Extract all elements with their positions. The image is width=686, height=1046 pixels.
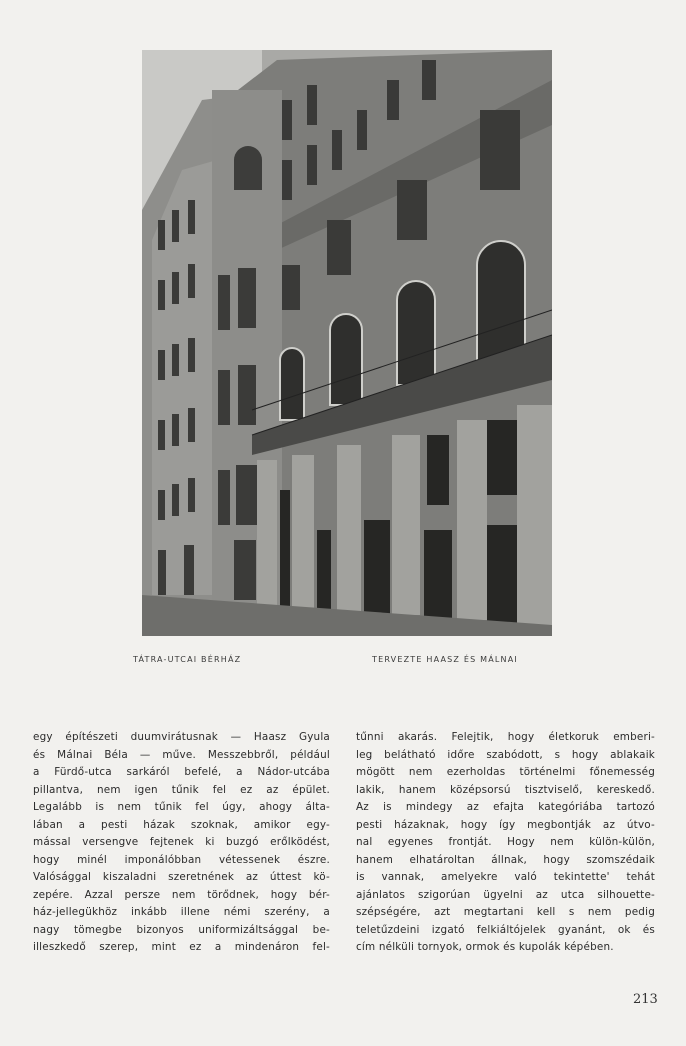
photo-caption-architects: TERVEZTE HAASZ ÉS MÁLNAI (372, 655, 518, 664)
text-line: pesti házaknak, hogy így megbontják az útvo- (356, 818, 655, 831)
text-line: lakik, hanem középsorsú tisztviselő, kereskedő. (356, 783, 655, 796)
text-line: zepére. Azzal persze nem törődnek, hogy bér- (33, 888, 330, 901)
text-line: ajánlatos szigorúan ügyelni az utca silhouette- (356, 888, 655, 901)
text-line: Valósággal kiszaladni szeretnének az úttest kö- (33, 871, 330, 883)
text-line: és Málnai Béla — műve. Messzebbről, például (33, 748, 330, 761)
text-line: illeszkedő szerep, mint ez a mindenáron fel- (33, 941, 330, 953)
text-line: ház-jellegükhöz inkább illene némi szerény, a (33, 906, 330, 918)
text-line: egy építészeti duumvirátusnak — Haasz Gyula (33, 731, 330, 743)
text-line: mögött nem ezerholdas történelmi főnemesség (356, 766, 655, 778)
text-line: nagy tömegbe bizonyos uniformizáltsággal be- (33, 923, 330, 936)
text-column-right (356, 729, 655, 957)
building-photo (142, 50, 552, 636)
text-line: tűnni akarás. Felejtik, hogy életkoruk emberi- (356, 731, 655, 743)
text-line: a Fürdő-utca sarkáról befelé, a Nádor-utcába (33, 766, 330, 778)
page-number: 213 (633, 992, 658, 1007)
text-line: mással versengve fejtenek ki buzgó erőlködést, (33, 836, 330, 848)
text-line: lában a pesti házak szoknak, amikor egy- (33, 818, 330, 831)
text-line: szépségére, azt megtartani kell s nem pedig (356, 906, 655, 918)
text-line: Legalább is nem tűnik fel úgy, ahogy álta- (33, 801, 330, 813)
text-column-left (33, 729, 330, 957)
text-line: Az is mindegy az efajta kategóriába tartozó (356, 801, 655, 813)
text-line: leg belátható időre szabódott, s hogy ablakaik (356, 748, 655, 761)
text-line: teletűzdeini izgató felkiáltójelek gyanánt, ok és (356, 923, 655, 936)
text-line: is vannak, amelyekre való tekintette' tehát (356, 871, 655, 883)
text-line: nal egyenes frontját. Hogy nem külön-külön, (356, 836, 655, 848)
text-line: hanem elhatároltan állnak, hogy szomszédaik (356, 853, 655, 866)
building-photo-icon (142, 50, 552, 636)
text-line: cím nélküli tornyok, ormok és kupolák képében. (356, 941, 614, 953)
text-line: pillantva, nem igen tűnik fel ez az épület. (33, 783, 330, 796)
text-line: hogy minél imponálóbban vétessenek észre. (33, 853, 330, 866)
photo-caption-title: TÁTRA-UTCAI BÉRHÁZ (133, 655, 242, 664)
